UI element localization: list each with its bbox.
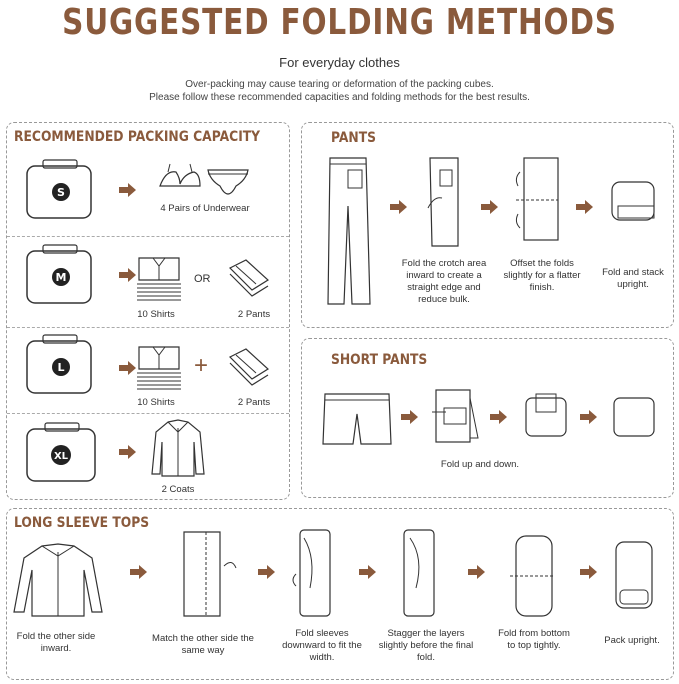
capacity-caption-l-pants: 2 Pants	[237, 397, 271, 408]
pants-step-1-caption: Fold the crotch area inward to create a straight edge and reduce bulk.	[401, 258, 487, 305]
arrow-icon	[119, 183, 137, 197]
arrow-icon	[130, 565, 148, 579]
short-pants-caption: Fold up and down.	[440, 459, 520, 470]
capacity-caption-m-pants: 2 Pants	[237, 309, 271, 320]
short-pants-fold-icon	[432, 388, 480, 444]
divider	[7, 327, 289, 328]
coat-icon	[150, 418, 206, 478]
short-pants-folded-icon	[612, 396, 656, 440]
underwear-icon	[206, 168, 250, 196]
page-title: SUGGESTED FOLDING METHODS	[62, 2, 617, 43]
divider	[7, 413, 289, 414]
shirt-fold-bottom-icon	[508, 532, 556, 620]
capacity-caption-l-shirts: 10 Shirts	[137, 397, 175, 408]
joiner-plus: +	[194, 352, 209, 379]
shirt-stagger-layers-icon	[402, 528, 436, 618]
short-pants-fold-down-icon	[522, 392, 570, 438]
capacity-caption-m-shirts: 10 Shirts	[137, 309, 175, 320]
arrow-icon	[390, 200, 408, 214]
long-sleeve-step-5-caption: Fold from bottom to top tightly.	[498, 628, 570, 651]
long-sleeve-heading: LONG SLEEVE TOPS	[14, 515, 150, 531]
arrow-icon	[580, 410, 598, 424]
page-subtitle: For everyday clothes	[279, 55, 400, 70]
capacity-caption-xl: 2 Coats	[161, 484, 195, 495]
joiner-or: OR	[194, 273, 211, 285]
pants-folded-upright-icon	[610, 180, 656, 222]
size-label-m: M	[55, 271, 67, 284]
arrow-icon	[468, 565, 486, 579]
arrow-icon	[576, 200, 594, 214]
intro-note-line-2: Please follow these recommended capacities and folding methods for the best results.	[149, 92, 530, 103]
arrow-icon	[359, 565, 377, 579]
shirt-pack-upright-icon	[612, 540, 656, 610]
shirt-stack-icon	[133, 343, 185, 393]
long-sleeve-step-1-caption: Fold the other side inward.	[16, 631, 96, 654]
arrow-icon	[490, 410, 508, 424]
arrow-icon	[401, 410, 419, 424]
long-sleeve-shirt-icon	[12, 542, 104, 620]
bra-icon	[158, 164, 202, 194]
long-sleeve-step-6-caption: Pack upright.	[604, 635, 660, 646]
short-pants-heading: SHORT PANTS	[331, 352, 428, 368]
pants-fold-crotch-icon	[426, 156, 462, 248]
long-sleeve-step-2-caption: Match the other side the same way	[152, 633, 254, 656]
pants-step-3-caption: Fold and stack upright.	[602, 267, 664, 290]
shirt-fold-sleeves-icon	[288, 528, 332, 618]
arrow-icon	[580, 565, 598, 579]
folded-pants-icon	[226, 347, 272, 389]
arrow-icon	[119, 445, 137, 459]
arrow-icon	[258, 565, 276, 579]
size-label-l: L	[57, 361, 65, 374]
long-sleeve-step-4-caption: Stagger the layers slightly before the final fold.	[378, 628, 474, 663]
capacity-heading: RECOMMENDED PACKING CAPACITY	[14, 129, 261, 145]
pants-heading: PANTS	[331, 130, 377, 146]
size-label-xl: XL	[53, 451, 69, 462]
folded-pants-icon	[226, 258, 272, 300]
packing-cube-medium-icon	[25, 243, 95, 309]
capacity-caption-s: 4 Pairs of Underwear	[160, 203, 250, 214]
intro-note-line-1: Over-packing may cause tearing or deformation of the packing cubes.	[185, 79, 494, 90]
pants-step-2-caption: Offset the folds slightly for a flatter finish.	[503, 258, 581, 293]
long-sleeve-step-3-caption: Fold sleeves downward to fit the width.	[282, 628, 362, 663]
packing-cube-small-icon	[25, 158, 95, 224]
arrow-icon	[481, 200, 499, 214]
short-pants-icon	[321, 392, 393, 446]
shirt-stack-icon	[133, 254, 185, 304]
size-label-s: S	[57, 186, 65, 199]
packing-cube-xl-icon	[25, 421, 99, 487]
shirt-fold-side-icon	[180, 528, 240, 618]
pants-offset-fold-icon	[512, 156, 560, 242]
divider	[7, 236, 289, 237]
pants-icon	[326, 156, 372, 306]
packing-cube-large-icon	[25, 333, 95, 399]
